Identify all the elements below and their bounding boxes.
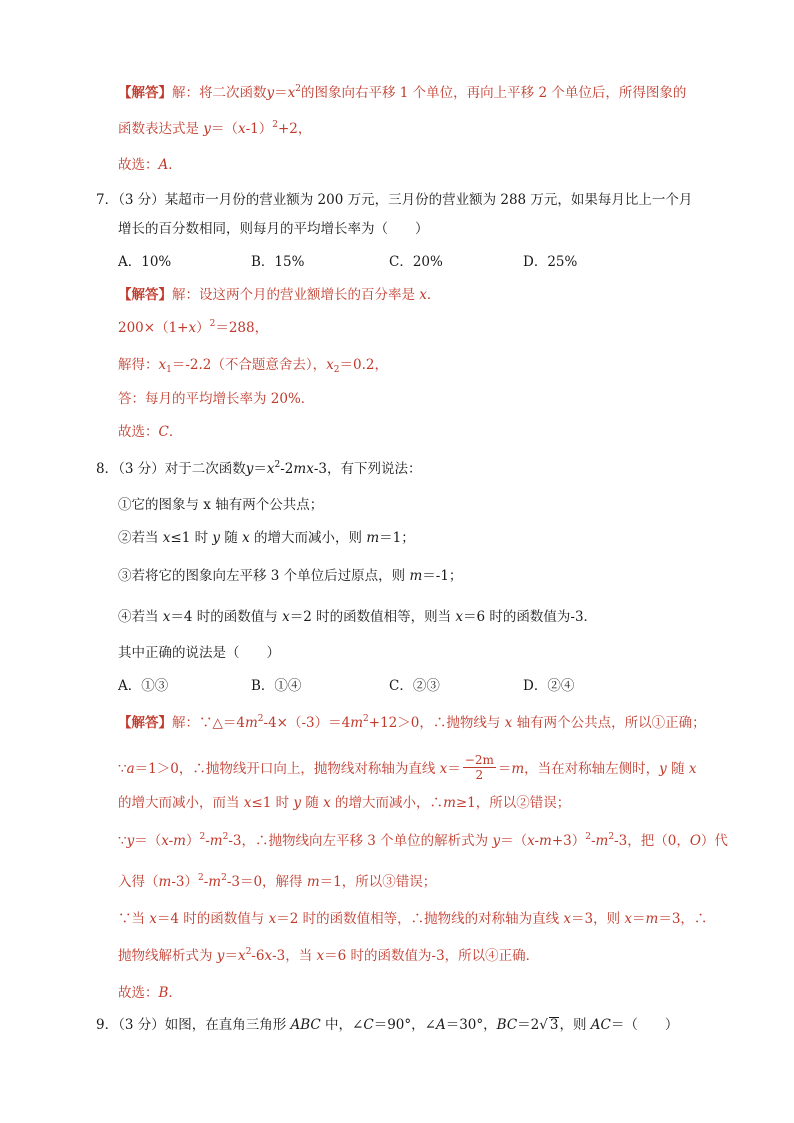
q7-solution-line-4: 答：每月的平均增长率为 20%． <box>118 391 315 407</box>
sqrt-symbol: √ 3 <box>539 1017 559 1033</box>
q8-solution-line-4: $\because y=(x-m)^2-m^2-3$，∴抛物线向左平移 3 个单位的解析式为 $y=(x-m+3)^2-m^2-3$，把（0，O）代 <box>118 832 728 849</box>
q8-stem-line-1: 8．（3 分）对于二次函数$y=x^2-2mx-3$，有下列说法： <box>96 460 422 477</box>
q8-solution-line-2: ∵a＝1＞0，∴抛物线开口向上，抛物线对称轴为直线 x＝ $\frac{-2m}{2}$ ＝m，当在对称轴左侧时，y 随 x <box>118 753 697 782</box>
q7-option-a: A．10% <box>118 254 172 270</box>
q7-solution-line-5: 故选：C． <box>118 424 183 440</box>
q8-option-a: A．①③ <box>118 678 169 694</box>
fraction: $\frac{-2m}{2}$ <box>464 753 494 782</box>
solution-tag: 【解答】 <box>118 85 172 101</box>
q8-statement-2: ②若当 x≤1 时 y 随 x 的增大而减小，则 m＝1； <box>118 530 415 546</box>
q8-solution-line-7: 抛物线解析式为 $y=x^2-6x-3$，当 x＝6 时的函数值为-3，所以④正确． <box>118 947 540 964</box>
q7-solution-line-2: $200\times(1+x)^2=288$， <box>118 319 269 336</box>
q7-stem-line-2: 增长的百分数相同，则每月的平均增长率为（ ） <box>118 221 429 237</box>
q7-option-c: C．20% <box>389 254 443 270</box>
solution-tag: 【解答】 <box>118 715 172 731</box>
q8-option-c: C．②③ <box>389 678 440 694</box>
q7-stem-line-1: 7．（3 分）某超市一月份的营业额为 200 万元，三月份的营业额为 288 万元，如果每月比上一个月 <box>96 192 693 208</box>
q7-option-d: D．25% <box>523 254 578 270</box>
q7-solution-line-1: 【解答】解：设这两个月的营业额增长的百分率是 x． <box>118 287 441 303</box>
q8-option-d: D．②④ <box>523 678 575 694</box>
solution-tag: 【解答】 <box>118 287 172 303</box>
q6-solution-line-1: 【解答】解：将二次函数$y=x^2$的图象向右平移 1 个单位，再向上平移 2 个单位后，所得图象的 <box>118 84 687 101</box>
q8-solution-line-3: 的增大而减小，而当 x≤1 时 y 随 x 的增大而减小，∴m≥1，所以②错误； <box>118 795 571 811</box>
q8-solution-line-5: 入得$(m-3)^2-m^2-3=0$，解得 m＝1，所以③错误； <box>118 873 437 890</box>
q7-option-b: B．15% <box>251 254 305 270</box>
q7-solution-line-3: 解得：$x_1=-2.2$（不合题意舍去），$x_2=0.2$， <box>118 357 388 375</box>
q8-statement-1: ①它的图象与 x 轴有两个公共点； <box>118 497 324 513</box>
q6-solution-line-2: 函数表达式是 $y=(x-1)^2+2$， <box>118 120 312 137</box>
q6-solution-line-3: 故选：A． <box>118 157 182 173</box>
q8-statement-4: ④若当 x＝4 时的函数值与 x＝2 时的函数值相等，则当 x＝6 时的函数值为-3． <box>118 609 598 625</box>
q9-stem-line-1: 9．（3 分）如图，在直角三角形 ABC 中，∠C＝90°，∠A＝30°，BC＝2√ 3，则 AC＝（ ） <box>96 1017 679 1033</box>
q8-solution-line-1: 【解答】解：$\because\triangle=4m^2-4\times(-3)=4m^2+12>0$，∴抛物线与 x 轴有两个公共点，所以①正确； <box>118 714 706 731</box>
q8-ask: 其中正确的说法是（ ） <box>118 645 280 661</box>
q8-solution-line-8: 故选：B． <box>118 985 182 1001</box>
q8-option-b: B．①④ <box>251 678 302 694</box>
q8-statement-3: ③若将它的图象向左平移 3 个单位后过原点，则 m＝-1； <box>118 568 463 584</box>
q8-solution-line-6: ∵当 x＝4 时的函数值与 x＝2 时的函数值相等，∴抛物线的对称轴为直线 x＝3，则 x＝m＝3，∴ <box>118 911 708 927</box>
